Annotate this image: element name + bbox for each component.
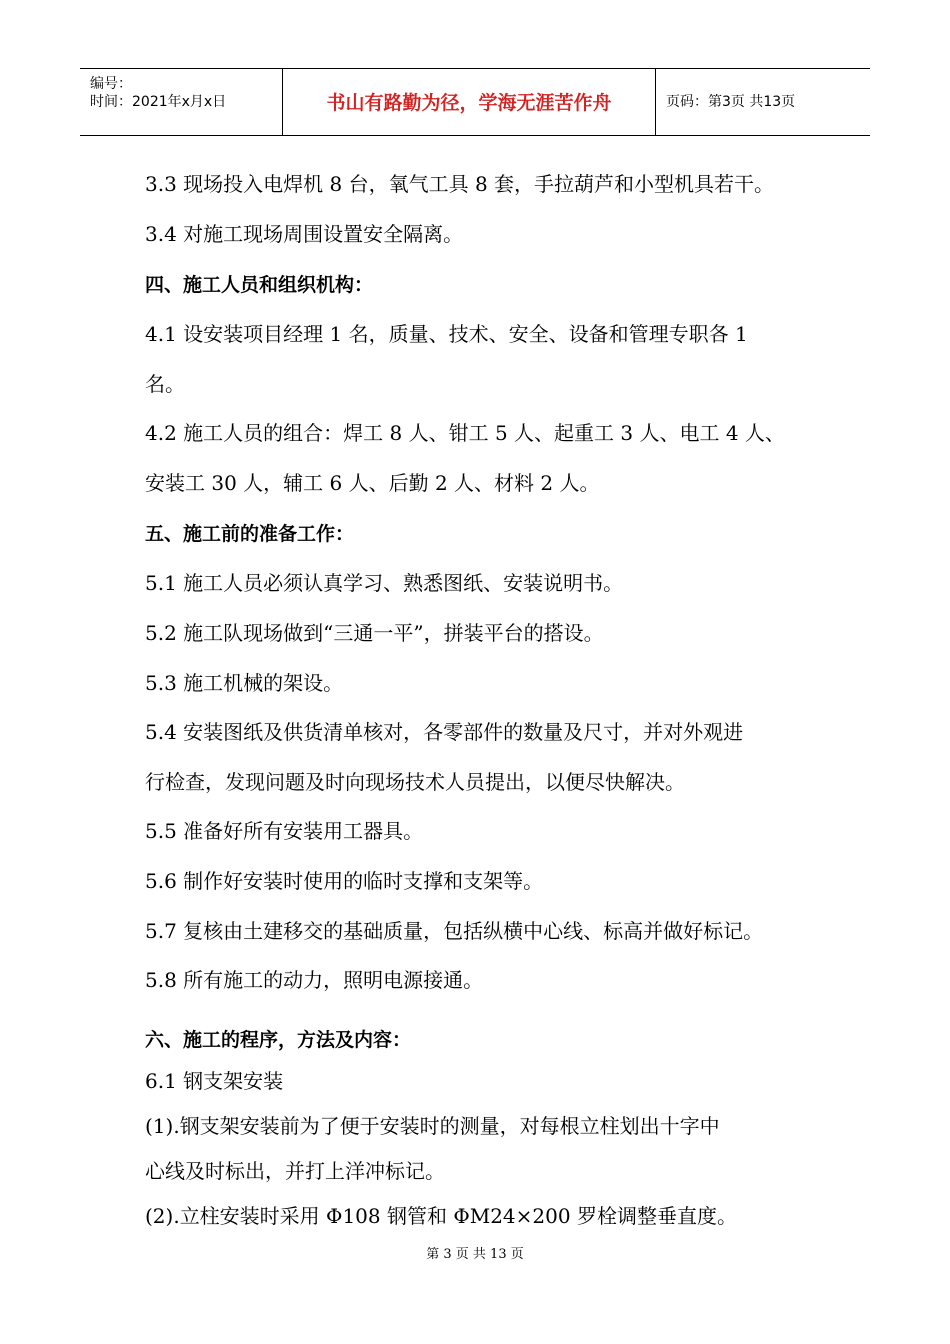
body-line: 5.7 复核由土建移交的基础质量，包括纵横中心线、标高并做好标记。 [145, 919, 764, 943]
page-footer: 第 3 页 共 13 页 [426, 1247, 524, 1262]
body-line: 3.4 对施工现场周围设置安全隔离。 [145, 222, 464, 246]
header-page-cell [656, 69, 870, 135]
body-line: 4.2 施工人员的组合：焊工 8 人、钳工 5 人、起重工 3 人、电工 4 人、 [145, 421, 785, 445]
header-page-number: 页码：第3页 共13页 [666, 94, 796, 110]
section-heading: 四、施工人员和组织机构： [145, 274, 374, 296]
body-line: 5.4 安装图纸及供货清单核对，各零部件的数量及尺寸，并对外观进 [145, 720, 744, 744]
body-line: 行检查，发现问题及时向现场技术人员提出，以便尽快解决。 [145, 770, 685, 794]
body-line: 5.8 所有施工的动力，照明电源接通。 [145, 968, 484, 992]
body-line: 安装工 30 人，辅工 6 人、后勤 2 人、材料 2 人。 [145, 471, 600, 495]
body-line: (2).立柱安装时采用 Φ108 钢管和 ΦM24×200 罗栓调整垂直度。 [145, 1204, 737, 1228]
document-number-label: 编号： [90, 76, 132, 92]
page-header [80, 68, 870, 136]
body-line: 6.1 钢支架安装 [145, 1069, 284, 1093]
body-line: (1).钢支架安装前为了便于安装时的测量，对每根立柱划出十字中 [145, 1114, 720, 1138]
document-date: 时间：2021年x月x日 [90, 94, 227, 110]
body-line: 4.1 设安装项目经理 1 名，质量、技术、安全、设备和管理专职各 1 [145, 322, 748, 346]
body-line: 3.3 现场投入电焊机 8 台，氧气工具 8 套，手拉葫芦和小型机具若干。 [145, 172, 775, 196]
body-line: 心线及时标出，并打上洋冲标记。 [145, 1159, 445, 1183]
header-motto-cell [283, 69, 656, 135]
body-line: 5.6 制作好安装时使用的临时支撑和支架等。 [145, 869, 544, 893]
header-info-cell [80, 69, 283, 135]
body-line: 5.5 准备好所有安装用工器具。 [145, 819, 424, 843]
body-line: 5.1 施工人员必须认真学习、熟悉图纸、安装说明书。 [145, 571, 624, 595]
header-motto: 书山有路勤为径，学海无涯苦作舟 [326, 92, 612, 114]
body-line: 5.2 施工队现场做到“三通一平”，拼装平台的搭设。 [145, 621, 604, 645]
body-line: 5.3 施工机械的架设。 [145, 671, 344, 695]
body-line: 名。 [145, 372, 185, 396]
section-heading: 六、施工的程序，方法及内容： [145, 1029, 412, 1051]
section-heading: 五、施工前的准备工作： [145, 523, 355, 545]
